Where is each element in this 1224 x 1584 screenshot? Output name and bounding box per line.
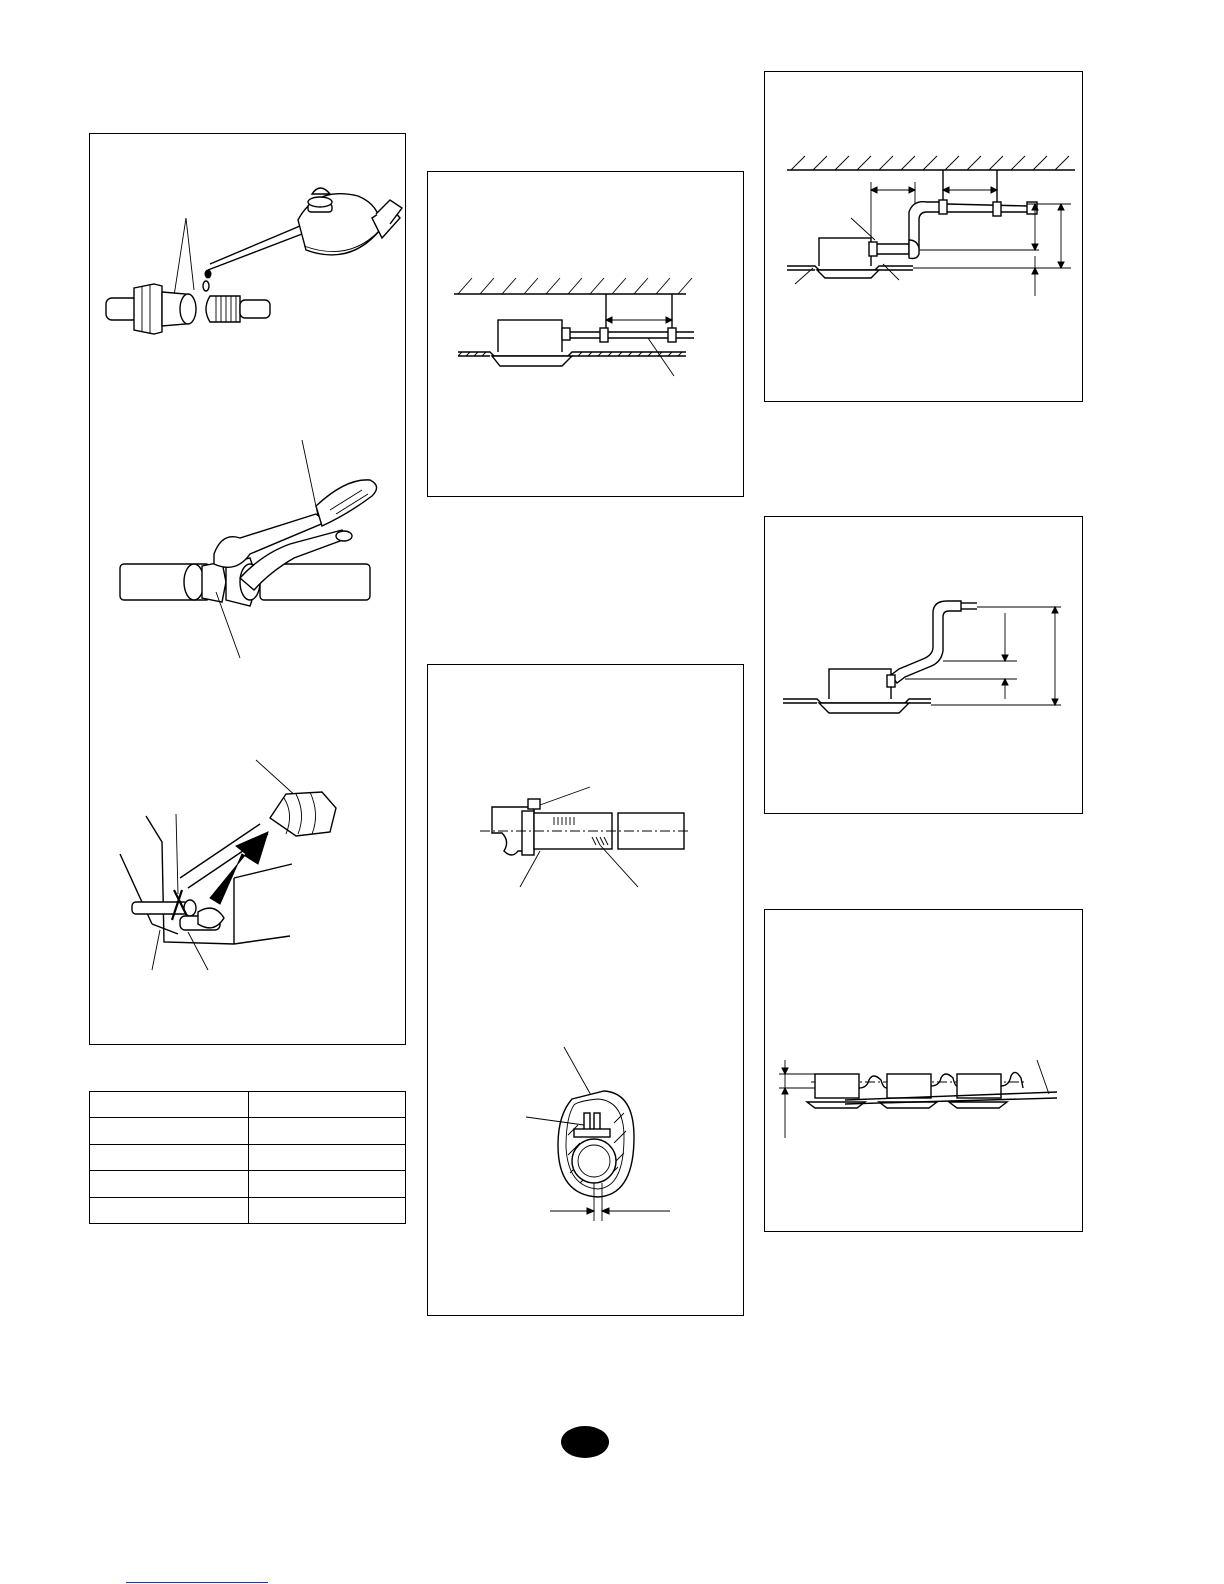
table-row (90, 1197, 406, 1223)
table-cell (249, 1118, 406, 1144)
figure-multi-unit-slope (764, 909, 1083, 1232)
page-number-badge (561, 1426, 609, 1458)
horizontal-pipe-diagram (428, 172, 745, 498)
flare-connection-illustration (90, 134, 407, 1046)
table-cell (90, 1144, 249, 1170)
footer-link[interactable] (126, 1582, 268, 1583)
vertical-pipe-diagram (765, 72, 1084, 403)
table-cell (249, 1197, 406, 1223)
table-cell (90, 1197, 249, 1223)
table-row (90, 1092, 406, 1118)
table-cell (90, 1171, 249, 1197)
table-row (90, 1144, 406, 1170)
multi-unit-slope-diagram (765, 910, 1084, 1233)
figure-horizontal-pipe-support (427, 171, 744, 497)
table-cell (90, 1118, 249, 1144)
table-cell (90, 1092, 249, 1118)
spec-table (89, 1091, 406, 1224)
table-cell (249, 1171, 406, 1197)
figure-raised-pipe (764, 516, 1083, 814)
figure-insulation-detail (427, 664, 744, 1316)
figure-flare-connection-panel (89, 133, 406, 1045)
table-cell (249, 1092, 406, 1118)
table-cell (249, 1144, 406, 1170)
insulation-detail-diagram (428, 665, 745, 1317)
raised-pipe-diagram (765, 517, 1084, 815)
figure-vertical-pipe-support (764, 71, 1083, 402)
table-row (90, 1118, 406, 1144)
table-row (90, 1171, 406, 1197)
